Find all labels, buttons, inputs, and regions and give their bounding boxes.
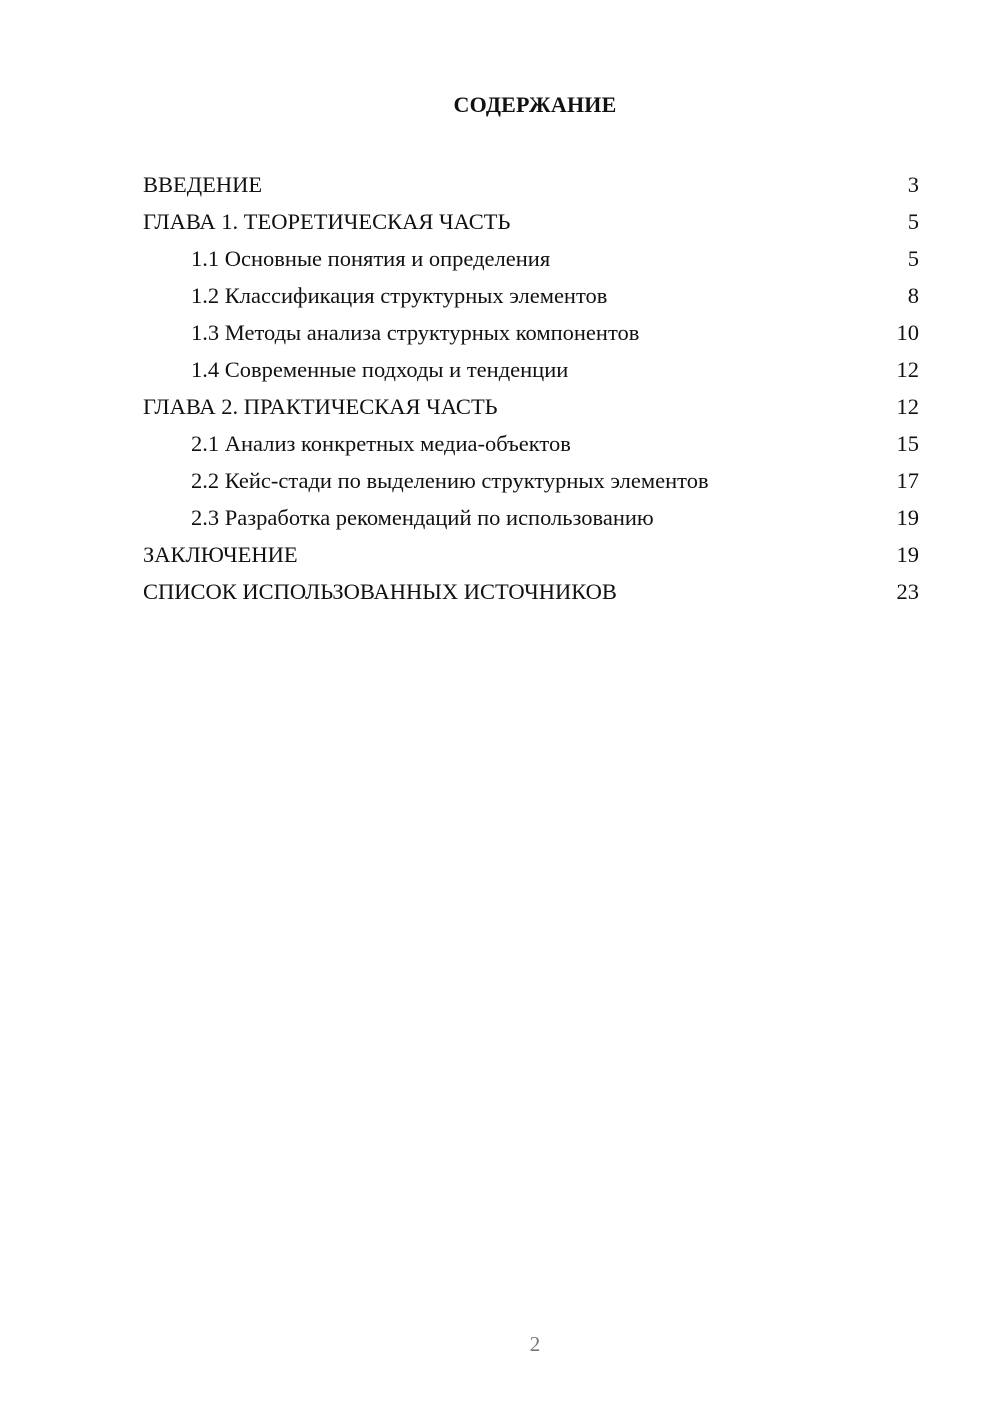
toc-item-page: 3 [907,172,919,197]
toc-item-chapter-2[interactable] [143,388,919,425]
toc-item-label: ЗАКЛЮЧЕНИЕ [143,542,298,567]
toc-item-section-1-1[interactable] [143,240,919,277]
toc-item-page: 17 [896,468,919,493]
toc-item-label: ГЛАВА 1. ТЕОРЕТИЧЕСКАЯ ЧАСТЬ [143,209,511,234]
toc-item-label: ВВЕДЕНИЕ [143,172,263,197]
toc-item-page: 12 [896,394,919,419]
toc-item-page: 10 [896,320,919,345]
toc-item-label: 1.4 Современные подходы и тенденции [191,357,569,382]
toc-item-conclusion[interactable] [143,536,919,573]
toc-item-page: 5 [907,246,919,271]
toc-item-section-2-2[interactable] [143,462,919,499]
toc-item-section-2-3[interactable] [143,499,919,536]
toc-title: СОДЕРЖАНИЕ [453,92,617,117]
toc-item-page: 15 [896,431,919,456]
toc-item-label: СПИСОК ИСПОЛЬЗОВАННЫХ ИСТОЧНИКОВ [143,579,617,604]
toc-item-section-1-4[interactable] [143,351,919,388]
toc-item-page: 19 [896,505,919,530]
toc-item-label: 1.2 Классификация структурных элементов [191,283,608,308]
toc-item-section-1-3[interactable] [143,314,919,351]
toc-item-label: 2.1 Анализ конкретных медиа-объектов [191,431,571,456]
toc-item-page: 12 [896,357,919,382]
toc-item-page: 23 [896,579,919,604]
toc-item-page: 19 [896,542,919,567]
toc-item-label: 2.3 Разработка рекомендаций по использованию [191,505,654,530]
toc-item-section-2-1[interactable] [143,425,919,462]
toc-item-page: 5 [907,209,919,234]
table-of-contents [143,166,919,610]
toc-item-label: 2.2 Кейс-стади по выделению структурных элементов [191,468,709,493]
toc-item-page: 8 [907,283,919,308]
toc-item-label: 1.1 Основные понятия и определения [191,246,551,271]
toc-item-label: 1.3 Методы анализа структурных компонентов [191,320,640,345]
toc-item-label: ГЛАВА 2. ПРАКТИЧЕСКАЯ ЧАСТЬ [143,394,498,419]
toc-item-section-1-2[interactable] [143,277,919,314]
toc-item-references[interactable] [143,573,919,610]
toc-item-introduction[interactable] [143,166,919,203]
page-number: 2 [529,1332,541,1356]
toc-item-chapter-1[interactable] [143,203,919,240]
